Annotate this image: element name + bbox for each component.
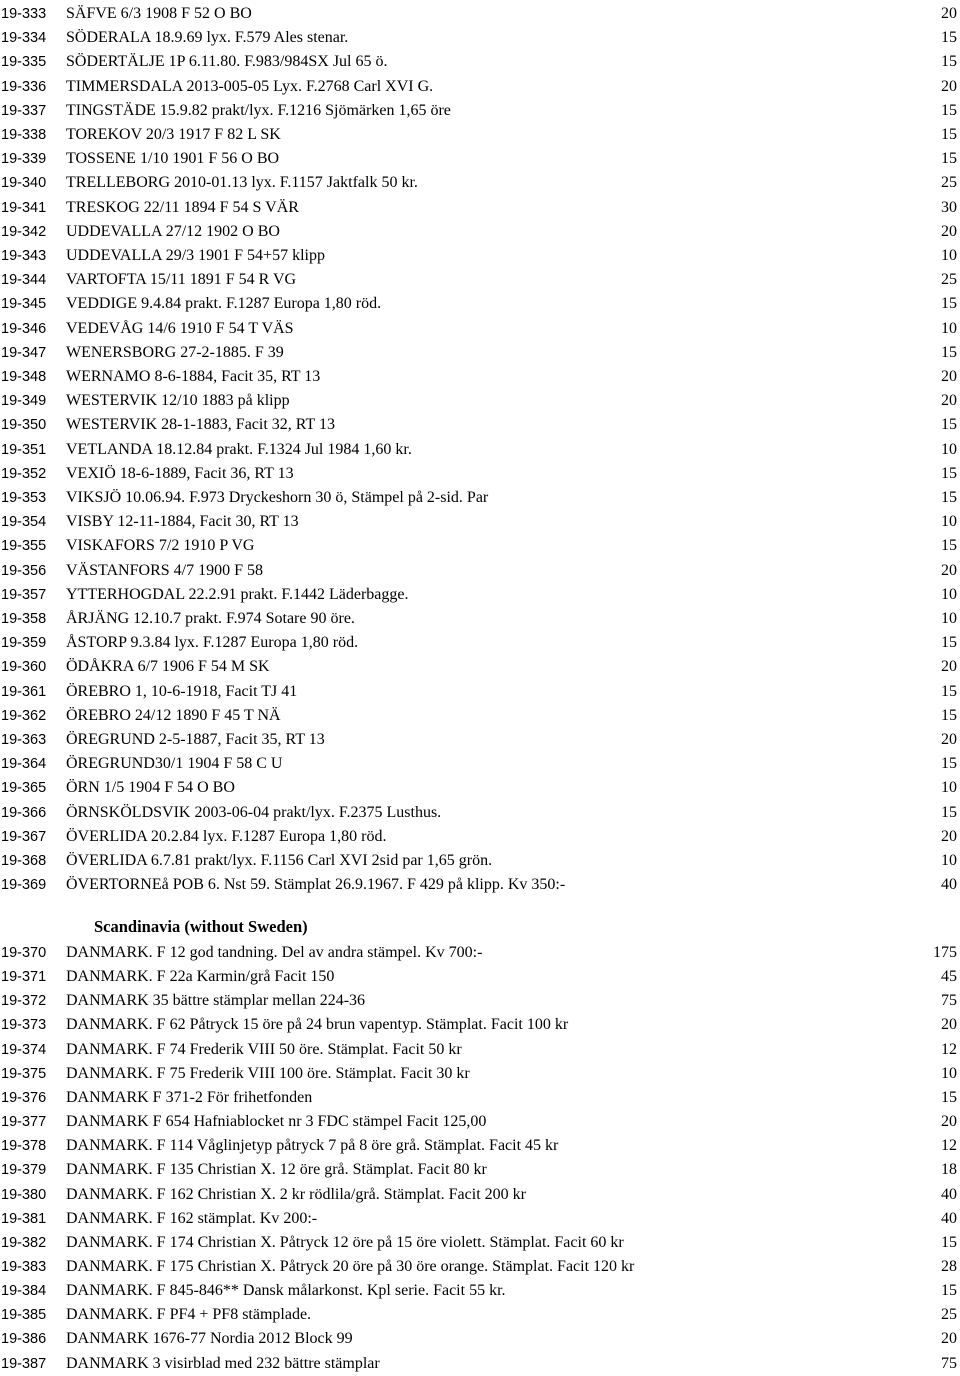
lot-row	[0, 1231, 960, 1255]
lot-row	[0, 1038, 960, 1062]
lot-price: 10	[941, 1064, 957, 1082]
lot-price: 25	[941, 1306, 957, 1324]
lot-row	[0, 244, 960, 268]
lot-row	[0, 1110, 960, 1134]
lot-number: 19-383	[1, 1258, 47, 1275]
lot-price: 12	[941, 1040, 957, 1058]
lot-number: 19-378	[1, 1138, 47, 1155]
lot-number: 19-358	[1, 611, 47, 627]
lot-row	[0, 26, 960, 50]
lot-row	[0, 655, 960, 679]
lot-description: WENERSBORG 27-2-1885. F 39	[66, 343, 284, 361]
lot-price: 20	[941, 827, 957, 845]
lot-description: TRELLEBORG 2010-01.13 lyx. F.1157 Jaktfalk 50 kr.	[66, 174, 418, 192]
lot-description: VEXIÖ 18-6-1889, Facit 36, RT 13	[66, 464, 294, 482]
lot-description: DANMARK F 654 Hafniablocket nr 3 FDC stämpel Facit 125,00	[66, 1113, 487, 1131]
lot-price: 75	[941, 992, 957, 1010]
lot-price: 75	[941, 1354, 957, 1372]
lot-price: 25	[941, 174, 957, 192]
lot-description: SÄFVE 6/3 1908 F 52 O BO	[66, 5, 252, 22]
lot-description: UDDEVALLA 29/3 1901 F 54+57 klipp	[66, 247, 325, 264]
lot-row	[0, 2, 960, 26]
lot-number: 19-370	[1, 945, 47, 961]
lot-number: 19-351	[1, 441, 47, 458]
lot-row	[0, 607, 960, 631]
lot-price: 15	[941, 682, 957, 700]
lot-description: VISBY 12-11-1884, Facit 30, RT 13	[66, 513, 299, 531]
lot-price: 15	[941, 416, 957, 434]
lot-description: DANMARK. F 12 god tandning. Del av andra stämpel. Kv 700:-	[66, 944, 483, 961]
lot-price: 10	[941, 513, 957, 531]
lot-number: 19-340	[1, 175, 47, 192]
lot-price: 25	[941, 271, 957, 289]
lot-number: 19-364	[1, 756, 47, 773]
lot-row	[0, 486, 960, 510]
lot-price: 30	[941, 198, 957, 216]
lot-row	[0, 849, 960, 873]
lot-description: VISKAFORS 7/2 1910 P VG	[66, 537, 255, 555]
lot-row	[0, 365, 960, 389]
lot-number: 19-354	[1, 514, 47, 531]
lot-number: 19-342	[1, 223, 47, 240]
lot-row	[0, 462, 960, 486]
lot-row	[0, 680, 960, 704]
lot-price: 20	[941, 731, 957, 748]
lot-price: 10	[941, 610, 957, 627]
lot-number: 19-348	[1, 369, 47, 385]
lot-description: VIKSJÖ 10.06.94. F.973 Dryckeshorn 30 ö, Stämpel på 2-sid. Par	[66, 489, 489, 506]
lot-price: 20	[941, 561, 957, 579]
lot-number: 19-373	[1, 1017, 47, 1034]
lot-price: 18	[941, 1161, 957, 1179]
lot-description: DANMARK. F 162 Christian X. 2 kr rödlila/grå. Stämplat. Facit 200 kr	[66, 1185, 526, 1203]
lot-number: 19-333	[1, 6, 47, 22]
lot-description: DANMARK 3 visirblad med 232 bättre stämplar	[66, 1354, 380, 1372]
lot-price: 10	[941, 852, 957, 869]
lot-price: 15	[941, 755, 957, 773]
lot-number: 19-349	[1, 393, 47, 410]
lot-price: 15	[941, 295, 957, 313]
lot-price: 20	[941, 222, 957, 240]
lot-description: DANMARK. F 114 Våglinjetyp påtryck 7 på 8 öre grå. Stämplat. Facit 45 kr	[66, 1137, 559, 1155]
lot-row	[0, 1086, 960, 1110]
lot-price: 20	[941, 1016, 957, 1034]
lot-description: DANMARK. F 845-846** Dansk målarkonst. Kpl serie. Facit 55 kr.	[66, 1282, 506, 1300]
lot-row	[0, 1327, 960, 1351]
lot-price: 20	[941, 658, 957, 676]
lot-price: 40	[941, 876, 957, 894]
lot-description: VARTOFTA 15/11 1891 F 54 R VG	[66, 271, 297, 289]
lot-number: 19-368	[1, 853, 47, 869]
lot-row	[0, 317, 960, 341]
lot-number: 19-343	[1, 248, 47, 264]
lot-row	[0, 752, 960, 776]
lot-number: 19-357	[1, 586, 47, 603]
lot-price: 40	[941, 1209, 957, 1227]
lot-price: 15	[941, 489, 957, 506]
lot-description: TOSSENE 1/10 1901 F 56 O BO	[66, 150, 280, 168]
lot-description: DANMARK 35 bättre stämplar mellan 224-36	[66, 992, 366, 1010]
lot-description: DANMARK. F PF4 + PF8 stämplade.	[66, 1306, 312, 1324]
lot-row	[0, 1255, 960, 1279]
lot-number: 19-376	[1, 1089, 47, 1106]
lot-number: 19-375	[1, 1065, 47, 1082]
lot-number: 19-359	[1, 635, 47, 652]
lot-row	[0, 389, 960, 413]
lot-row	[0, 989, 960, 1013]
lot-description: DANMARK. F 174 Christian X. Påtryck 12 öre på 15 öre violett. Stämplat. Facit 60 kr	[66, 1233, 624, 1251]
lot-number: 19-337	[1, 102, 47, 119]
lot-description: SÖDERTÄLJE 1P 6.11.80. F.983/984SX Jul 65 ö.	[66, 53, 388, 71]
lot-number: 19-381	[1, 1210, 47, 1227]
lot-price: 20	[941, 77, 957, 95]
lot-row	[0, 99, 960, 123]
lot-description: DANMARK. F 162 stämplat. Kv 200:-	[66, 1209, 318, 1227]
lot-row	[0, 1183, 960, 1207]
lot-row	[0, 728, 960, 752]
lot-description: SÖDERALA 18.9.69 lyx. F.579 Ales stenar.	[66, 29, 349, 47]
lot-number: 19-387	[1, 1355, 47, 1372]
lot-price: 20	[941, 1330, 957, 1348]
lot-row	[0, 438, 960, 462]
lot-price: 15	[941, 150, 957, 168]
lot-number: 19-336	[1, 78, 47, 95]
lot-number: 19-374	[1, 1041, 47, 1058]
lot-description: DANMARK. F 175 Christian X. Påtryck 20 öre på 30 öre orange. Stämplat. Facit 120 kr	[66, 1257, 635, 1275]
lot-price: 20	[941, 5, 957, 22]
lot-row	[0, 510, 960, 534]
lot-row	[0, 1207, 960, 1231]
lot-description: ÖRNSKÖLDSVIK 2003-06-04 prakt/lyx. F.2375 Lusthus.	[66, 803, 442, 821]
lot-description: ÖREGRUND 2-5-1887, Facit 35, RT 13	[66, 731, 325, 748]
lot-description: ÖREGRUND30/1 1904 F 58 C U	[66, 755, 283, 773]
lot-description: WESTERVIK 28-1-1883, Facit 32, RT 13	[66, 416, 335, 434]
lot-price: 20	[941, 1113, 957, 1131]
lot-description: WERNAMO 8-6-1884, Facit 35, RT 13	[66, 368, 321, 385]
lot-price: 10	[941, 319, 957, 337]
lot-description: TRESKOG 22/11 1894 F 54 S VÄR	[66, 198, 299, 216]
lot-description: ÖVERLIDA 20.2.84 lyx. F.1287 Europa 1,80 röd.	[66, 827, 387, 845]
lot-description: YTTERHOGDAL 22.2.91 prakt. F.1442 Läderbagge.	[66, 585, 409, 603]
lot-row	[0, 1013, 960, 1037]
lot-row	[0, 534, 960, 558]
lot-description: ÅRJÄNG 12.10.7 prakt. F.974 Sotare 90 öre.	[66, 610, 355, 627]
lot-row	[0, 1303, 960, 1327]
lot-row	[0, 1158, 960, 1182]
lot-row	[0, 413, 960, 437]
lot-row	[0, 801, 960, 825]
lot-number: 19-350	[1, 417, 47, 434]
lot-row	[0, 196, 960, 220]
lot-number: 19-352	[1, 465, 47, 482]
lot-price: 20	[941, 368, 957, 385]
lot-price: 15	[941, 803, 957, 821]
lot-number: 19-362	[1, 707, 47, 724]
lot-number: 19-367	[1, 828, 47, 845]
lot-number: 19-344	[1, 272, 47, 289]
lot-number: 19-365	[1, 780, 47, 797]
lot-number: 19-380	[1, 1186, 47, 1203]
lot-description: DANMARK 1676-77 Nordia 2012 Block 99	[66, 1330, 353, 1348]
lot-description: ÅSTORP 9.3.84 lyx. F.1287 Europa 1,80 röd.	[66, 634, 359, 652]
lot-price: 15	[941, 706, 957, 724]
lot-number: 19-360	[1, 659, 47, 676]
lot-price: 10	[941, 779, 957, 797]
lot-description: TINGSTÄDE 15.9.82 prakt/lyx. F.1216 Sjömärken 1,65 öre	[66, 101, 451, 119]
lot-price: 10	[941, 247, 957, 264]
lot-row	[0, 220, 960, 244]
lot-row	[0, 50, 960, 74]
lot-number: 19-334	[1, 30, 47, 47]
lot-price: 40	[941, 1185, 957, 1203]
lot-row	[0, 965, 960, 989]
lot-number: 19-339	[1, 151, 47, 168]
lot-number: 19-377	[1, 1114, 47, 1131]
lot-description: DANMARK. F 74 Frederik VIII 50 öre. Stämplat. Facit 50 kr	[66, 1040, 462, 1058]
lot-row	[0, 1134, 960, 1158]
lot-number: 19-371	[1, 969, 47, 986]
lot-description: ÖVERLIDA 6.7.81 prakt/lyx. F.1156 Carl XVI 2sid par 1,65 grön.	[66, 852, 493, 869]
lot-price: 12	[941, 1137, 957, 1155]
lot-number: 19-379	[1, 1162, 47, 1179]
lot-number: 19-347	[1, 344, 47, 361]
lot-row	[0, 1352, 960, 1376]
lot-number: 19-385	[1, 1307, 47, 1324]
lot-description: WESTERVIK 12/10 1883 på klipp	[66, 392, 290, 410]
lot-price: 45	[941, 968, 957, 986]
lot-number: 19-338	[1, 127, 47, 143]
lot-price: 10	[941, 440, 957, 458]
lot-row	[0, 704, 960, 728]
lot-description: DANMARK. F 75 Frederik VIII 100 öre. Stämplat. Facit 30 kr	[66, 1064, 470, 1082]
lot-price: 15	[941, 634, 957, 652]
lot-number: 19-341	[1, 199, 47, 216]
lot-row	[0, 776, 960, 800]
lot-number: 19-366	[1, 804, 47, 821]
lot-description: DANMARK F 371-2 För frihetfonden	[66, 1088, 313, 1106]
lot-price: 15	[941, 1088, 957, 1106]
lot-description: ÖVERTORNEå POB 6. Nst 59. Stämplat 26.9.1967. F 429 på klipp. Kv 350:-	[66, 876, 566, 894]
lot-price: 28	[941, 1257, 957, 1275]
lot-number: 19-356	[1, 562, 47, 579]
lot-description: ÖRN 1/5 1904 F 54 O BO	[66, 779, 235, 797]
lot-number: 19-361	[1, 683, 47, 700]
lot-price: 20	[941, 392, 957, 410]
lot-description: VEDDIGE 9.4.84 prakt. F.1287 Europa 1,80 röd.	[66, 295, 382, 313]
lot-description: TOREKOV 20/3 1917 F 82 L SK	[66, 126, 281, 143]
lot-description: DANMARK. F 22a Karmin/grå Facit 150	[66, 968, 335, 986]
lot-price: 10	[941, 585, 957, 603]
lot-description: VETLANDA 18.12.84 prakt. F.1324 Jul 1984 1,60 kr.	[66, 440, 412, 458]
lot-price: 15	[941, 1282, 957, 1300]
lot-number: 19-382	[1, 1234, 47, 1251]
lot-price: 15	[941, 53, 957, 71]
lot-price: 15	[941, 1233, 957, 1251]
lot-number: 19-369	[1, 877, 47, 894]
lot-price: 15	[941, 343, 957, 361]
lot-row	[0, 75, 960, 99]
lot-description: VÄSTANFORS 4/7 1900 F 58	[66, 561, 263, 579]
lot-number: 19-353	[1, 490, 47, 506]
lot-description: ÖREBRO 1, 10-6-1918, Facit TJ 41	[66, 682, 298, 700]
lot-price: 15	[941, 537, 957, 555]
lot-row	[0, 825, 960, 849]
lot-row	[0, 147, 960, 171]
lot-row	[0, 268, 960, 292]
lot-number: 19-363	[1, 732, 47, 748]
lot-price: 15	[941, 29, 957, 47]
section-heading-scandinavia: Scandinavia (without Sweden)	[94, 917, 308, 936]
lot-row	[0, 559, 960, 583]
lot-number: 19-386	[1, 1331, 47, 1348]
lot-number: 19-384	[1, 1283, 47, 1300]
lot-row	[0, 873, 960, 897]
lot-row	[0, 1062, 960, 1086]
lot-row	[0, 292, 960, 316]
lot-row	[0, 583, 960, 607]
lot-description: ÖDÅKRA 6/7 1906 F 54 M SK	[66, 658, 270, 676]
lot-price: 15	[941, 464, 957, 482]
lot-price: 15	[941, 101, 957, 119]
lot-number: 19-335	[1, 54, 47, 71]
lot-description: VEDEVÅG 14/6 1910 F 54 T VÄS	[66, 319, 294, 337]
lot-row	[0, 171, 960, 195]
lot-row	[0, 631, 960, 655]
lot-number: 19-372	[1, 993, 47, 1010]
lot-row	[0, 123, 960, 147]
lot-price: 15	[941, 126, 957, 143]
lot-row	[0, 1279, 960, 1303]
lot-description: DANMARK. F 62 Påtryck 15 öre på 24 brun vapentyp. Stämplat. Facit 100 kr	[66, 1016, 569, 1034]
lot-row	[0, 941, 960, 965]
lot-row	[0, 341, 960, 365]
lot-description: UDDEVALLA 27/12 1902 O BO	[66, 222, 280, 240]
lot-number: 19-345	[1, 296, 47, 313]
lot-number: 19-346	[1, 320, 47, 337]
lot-description: ÖREBRO 24/12 1890 F 45 T NÄ	[66, 706, 281, 724]
lot-description: DANMARK. F 135 Christian X. 12 öre grå. Stämplat. Facit 80 kr	[66, 1161, 487, 1179]
lot-description: TIMMERSDALA 2013-005-05 Lyx. F.2768 Carl XVI G.	[66, 77, 434, 95]
lot-number: 19-355	[1, 538, 47, 555]
lot-price: 175	[933, 944, 957, 961]
